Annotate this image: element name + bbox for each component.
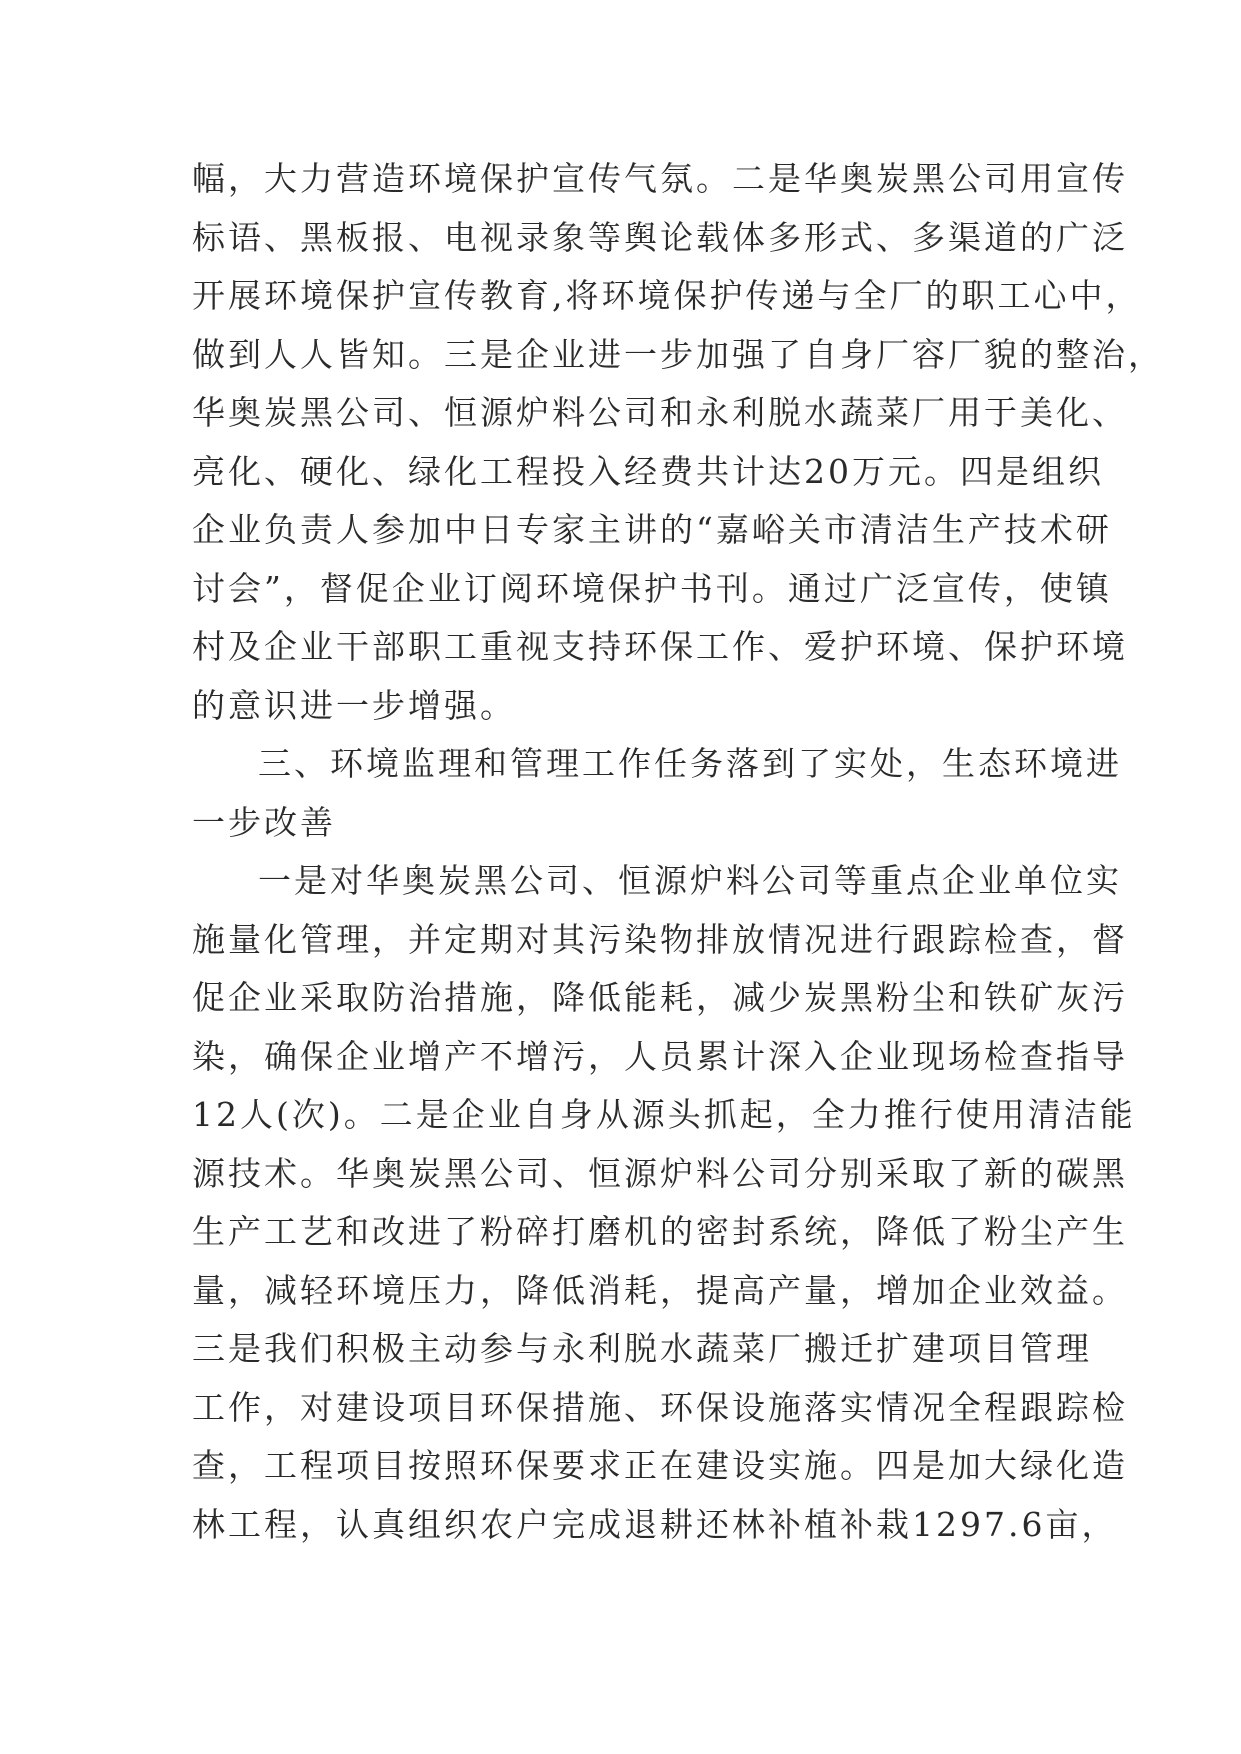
body-text [192, 150, 1164, 1554]
text-line: 的意识进一步增强。 [192, 685, 516, 725]
text-line: 林工程，认真组织农户完成退耕还林补植补栽1297.6亩， [192, 1504, 1118, 1544]
text-line: 标语、黑板报、电视录象等舆论载体多形式、多渠道的广泛 [192, 217, 1128, 257]
text-line: 讨会”，督促企业订阅环境保护书刊。通过广泛宣传，使镇 [192, 568, 1112, 608]
text-line: 施量化管理，并定期对其污染物排放情况进行跟踪检查，督 [192, 919, 1128, 959]
text-line: 染，确保企业增产不增污，人员累计深入企业现场检查指导 [192, 1036, 1128, 1076]
text-line: 生产工艺和改进了粉碎打磨机的密封系统，降低了粉尘产生 [192, 1212, 1128, 1251]
text-line: 源技术。华奥炭黑公司、恒源炉料公司分别采取了新的碳黑 [192, 1153, 1128, 1193]
text-line: 村及企业干部职工重视支持环保工作、爱护环境、保护环境 [192, 627, 1128, 666]
text-line: 量，减轻环境压力，降低消耗，提高产量，增加企业效益。 [192, 1270, 1128, 1310]
section-heading-line: 一步改善 [192, 802, 336, 842]
text-line: 三是我们积极主动参与永利脱水蔬菜厂搬迁扩建项目管理 [192, 1329, 1092, 1368]
text-line: 亮化、硬化、绿化工程投入经费共计达20万元。四是组织 [192, 451, 1104, 491]
text-line: 促企业采取防治措施，降低能耗，减少炭黑粉尘和铁矿灰污 [192, 978, 1128, 1017]
text-line: 企业负责人参加中日专家主讲的“嘉峪关市清洁生产技术研 [192, 510, 1112, 549]
text-line: 工作，对建设项目环保措施、环保设施落实情况全程跟踪检 [192, 1387, 1128, 1427]
text-line: 查，工程项目按照环保要求正在建设实施。四是加大绿化造 [192, 1446, 1128, 1485]
text-line: 开展环境保护宣传教育,将环境保护传递与全厂的职工心中， [192, 276, 1142, 315]
text-line: 幅，大力营造环境保护宣传气氛。二是华奥炭黑公司用宣传 [192, 159, 1128, 198]
text-line: 12人(次)。二是企业自身从源头抓起，全力推行使用清洁能 [192, 1095, 1136, 1134]
section-heading-line: 三、环境监理和管理工作任务落到了实处，生态环境进 [258, 744, 1122, 783]
text-line: 一是对华奥炭黑公司、恒源炉料公司等重点企业单位实 [258, 861, 1122, 900]
text-line: 做到人人皆知。三是企业进一步加强了自身厂容厂貌的整治， [192, 334, 1164, 374]
text-line: 华奥炭黑公司、恒源炉料公司和永利脱水蔬菜厂用于美化、 [192, 393, 1128, 432]
